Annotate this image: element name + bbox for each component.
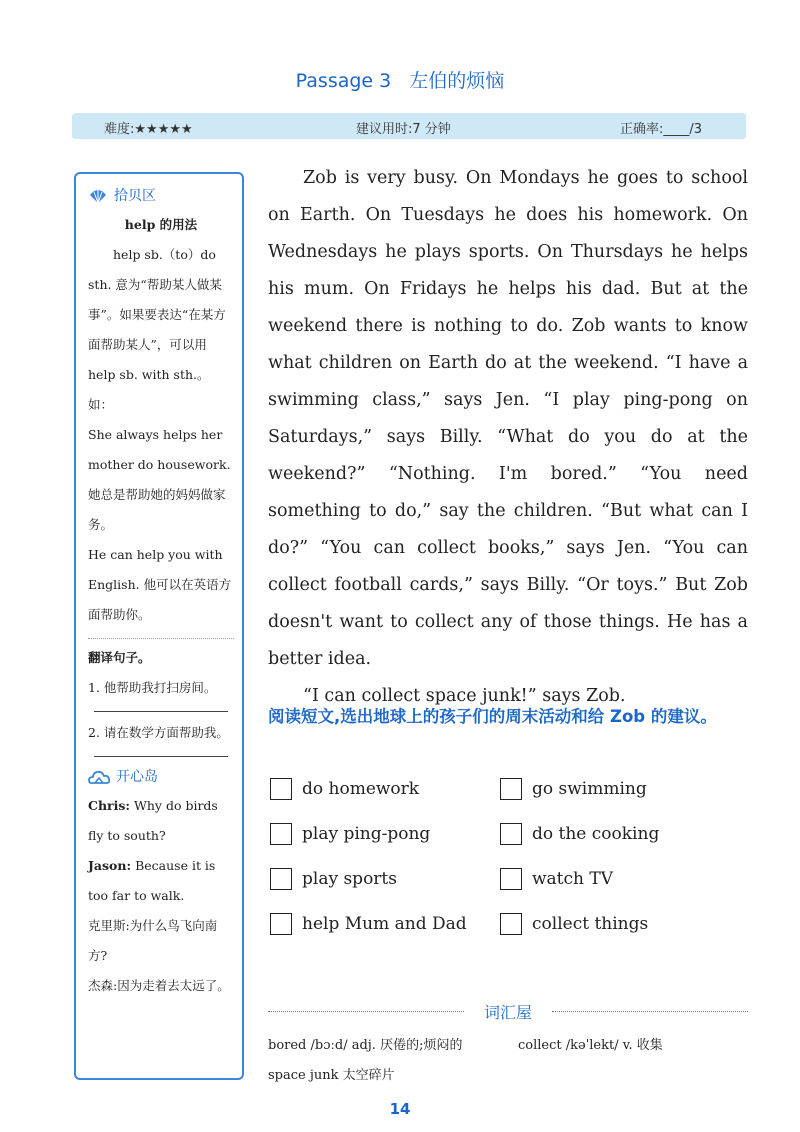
- example-2: He can help you with English. 他可以在英语方面帮助你。: [88, 547, 232, 622]
- vocab-bored: bored /bɔːd/ adj. 厌倦的;烦闷的: [268, 1038, 463, 1053]
- grammar-subtitle: help 的用法: [124, 217, 198, 232]
- checkbox[interactable]: [270, 913, 292, 935]
- option-play-ping-pong[interactable]: play ping-pong: [270, 823, 430, 845]
- difficulty: 难度:★★★★★: [104, 122, 193, 137]
- joke-zh-2: 杰森:因为走着去太远了。: [88, 978, 230, 993]
- joke-chris: Chris: Why do birds fly to south?: [88, 798, 218, 843]
- sidebar: [74, 172, 244, 1080]
- joke-jason: Jason: Because it is too far to walk.: [88, 858, 216, 903]
- passage-paragraph-1: Zob is very busy. On Mondays he goes to school on Earth. On Tuesdays he does his homework. On Wednesdays he plays sports. On Thursdays he helps his mum. On Fridays he helps his dad. But at the weekend there is nothing to do. Zob wants to know what children on Earth do at the weekend. “I have a swimming class,” says Jen. “I play ping-pong on Saturdays,” says Billy. “What do you do at the weekend?” “Nothing. I'm bored.” “You need something to do,” say the children. “But what can I do?” “You can collect books,” says Jen. “You can collect football cards,” says Billy. “Or toys.” But Zob doesn't want to collect any of those things. He has a better idea.: [268, 168, 748, 669]
- accuracy: 正确率:____/3: [620, 122, 703, 137]
- passage-chinese-title: 左伯的烦恼: [409, 70, 505, 92]
- checkbox[interactable]: [500, 778, 522, 800]
- option-help-mum-and-dad[interactable]: help Mum and Dad: [270, 913, 467, 935]
- divider: [268, 1011, 464, 1012]
- joke-zh-1: 克里斯:为什么鸟飞向南方?: [88, 918, 218, 963]
- checkbox[interactable]: [270, 823, 292, 845]
- grammar-note: help sb.（to）do sth. 意为“帮助某人做某事”。如果要表达“在某方面帮助某人”，可以用 help sb. with sth.。如：: [88, 247, 226, 412]
- passage-text: [268, 160, 748, 715]
- info-bar: [72, 113, 746, 139]
- page-number: 14: [389, 1100, 411, 1118]
- passage-paragraph-2: “I can collect space junk!” says Zob.: [303, 686, 626, 706]
- shell-section-head: 拾贝区: [88, 182, 234, 210]
- option-collect-things[interactable]: collect things: [500, 913, 648, 935]
- translate-2: 2. 请在数学方面帮助我。: [88, 725, 229, 740]
- cloud-icon: [88, 769, 110, 785]
- divider: [552, 1011, 748, 1012]
- option-do-homework[interactable]: do homework: [270, 778, 419, 800]
- answer-line-1[interactable]: [94, 711, 228, 712]
- checkbox[interactable]: [500, 913, 522, 935]
- checkbox[interactable]: [500, 823, 522, 845]
- vocab-collect: collect /kəˈlekt/ v. 收集: [518, 1038, 663, 1053]
- happy-island-head: 开心岛: [88, 763, 234, 791]
- task-instruction: 阅读短文,选出地球上的孩子们的周末活动和给 Zob 的建议。: [268, 707, 717, 726]
- checkbox[interactable]: [270, 868, 292, 890]
- answer-line-2[interactable]: [94, 756, 228, 757]
- option-do-the-cooking[interactable]: do the cooking: [500, 823, 659, 845]
- shell-icon: [88, 187, 108, 205]
- passage-label: Passage 3: [295, 70, 392, 92]
- page-title: [0, 66, 800, 93]
- divider: [88, 638, 234, 639]
- option-go-swimming[interactable]: go swimming: [500, 778, 647, 800]
- example-1-en: She always helps her mother do housework.: [88, 427, 231, 472]
- suggested-time: 建议用时:7 分钟: [356, 122, 451, 137]
- vocab-heading: 词汇屋: [268, 1000, 748, 1023]
- example-1-zh: 她总是帮助她的妈妈做家务。: [88, 487, 226, 532]
- translate-1: 1. 他帮助我打扫房间。: [88, 680, 217, 695]
- option-play-sports[interactable]: play sports: [270, 868, 397, 890]
- translate-heading: 翻译句子。: [88, 650, 151, 665]
- vocab-space-junk: space junk 太空碎片: [268, 1068, 395, 1083]
- checkbox[interactable]: [270, 778, 292, 800]
- option-watch-tv[interactable]: watch TV: [500, 868, 613, 890]
- checkbox[interactable]: [500, 868, 522, 890]
